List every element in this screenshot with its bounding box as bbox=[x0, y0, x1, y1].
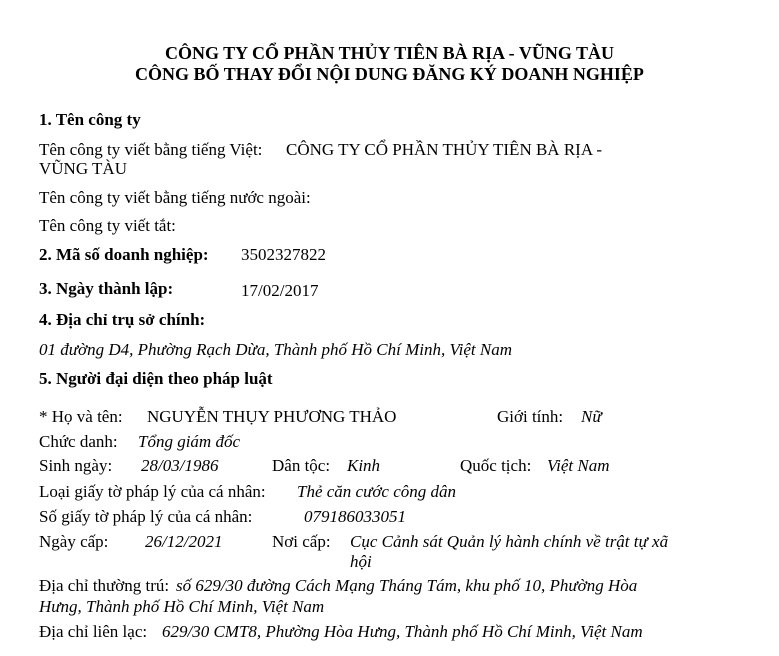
issue-date-label: Ngày cấp: bbox=[39, 532, 109, 551]
company-title: CÔNG TY CỔ PHẦN THỦY TIÊN BÀ RỊA - VŨNG TÀU bbox=[164, 43, 615, 63]
gender-label: Giới tính: bbox=[497, 407, 564, 426]
foreign-name-label: Tên công ty viết bằng tiếng nước ngoài: bbox=[39, 188, 311, 207]
ethnicity-label: Dân tộc: bbox=[272, 456, 331, 475]
name-label: * Họ và tên: bbox=[39, 407, 123, 426]
section2-heading: 2. Mã số doanh nghiệp: bbox=[39, 245, 209, 264]
permanent-address-label: Địa chỉ thường trú: bbox=[39, 576, 170, 595]
issue-date-value: 26/12/2021 bbox=[145, 532, 223, 551]
vn-name-label: Tên công ty viết bằng tiếng Việt: bbox=[39, 140, 263, 159]
head-office-address-value: 01 đường D4, Phường Rạch Dừa, Thành phố Hồ Chí Minh, Việt Nam bbox=[39, 340, 512, 359]
permanent-address-value-cont: Hưng, Thành phố Hồ Chí Minh, Việt Nam bbox=[39, 597, 325, 616]
position-label: Chức danh: bbox=[39, 432, 118, 451]
short-name-label: Tên công ty viết tắt: bbox=[39, 216, 176, 235]
contact-address-label: Địa chỉ liên lạc: bbox=[39, 622, 148, 641]
id-type-value: Thẻ căn cước công dân bbox=[297, 482, 457, 501]
vn-name-value: CÔNG TY CỔ PHẦN THỦY TIÊN BÀ RỊA - bbox=[286, 140, 603, 159]
issue-place-value: Cục Cảnh sát Quản lý hành chính về trật tự xã bbox=[350, 532, 669, 551]
founding-date-value: 17/02/2017 bbox=[241, 281, 319, 300]
document-title: CÔNG BỐ THAY ĐỔI NỘI DUNG ĐĂNG KÝ DOANH NGHIỆP bbox=[135, 64, 644, 84]
issue-place-label: Nơi cấp: bbox=[272, 532, 331, 551]
section5-heading: 5. Người đại diện theo pháp luật bbox=[39, 369, 273, 388]
name-value: NGUYỄN THỤY PHƯƠNG THẢO bbox=[147, 407, 397, 426]
dob-value: 28/03/1986 bbox=[141, 456, 219, 475]
nationality-label: Quốc tịch: bbox=[460, 456, 532, 475]
id-type-label: Loại giấy tờ pháp lý của cá nhân: bbox=[39, 482, 266, 501]
enterprise-code-value: 3502327822 bbox=[241, 245, 326, 264]
gender-value: Nữ bbox=[581, 407, 602, 426]
position-value: Tổng giám đốc bbox=[138, 432, 240, 451]
ethnicity-value: Kinh bbox=[347, 456, 381, 475]
permanent-address-value: số 629/30 đường Cách Mạng Tháng Tám, khu phố 10, Phường Hòa bbox=[176, 576, 638, 595]
section3-heading: 3. Ngày thành lập: bbox=[39, 279, 174, 298]
issue-place-value-cont: hội bbox=[350, 552, 372, 571]
nationality-value: Việt Nam bbox=[547, 456, 610, 475]
section1-heading: 1. Tên công ty bbox=[39, 110, 141, 129]
id-number-value: 079186033051 bbox=[304, 507, 406, 526]
section4-heading: 4. Địa chỉ trụ sở chính: bbox=[39, 310, 206, 329]
contact-address-value: 629/30 CMT8, Phường Hòa Hưng, Thành phố Hồ Chí Minh, Việt Nam bbox=[162, 622, 643, 641]
dob-label: Sinh ngày: bbox=[39, 456, 113, 475]
vn-name-value-cont: VŨNG TÀU bbox=[39, 159, 127, 178]
id-number-label: Số giấy tờ pháp lý của cá nhân: bbox=[39, 507, 253, 526]
